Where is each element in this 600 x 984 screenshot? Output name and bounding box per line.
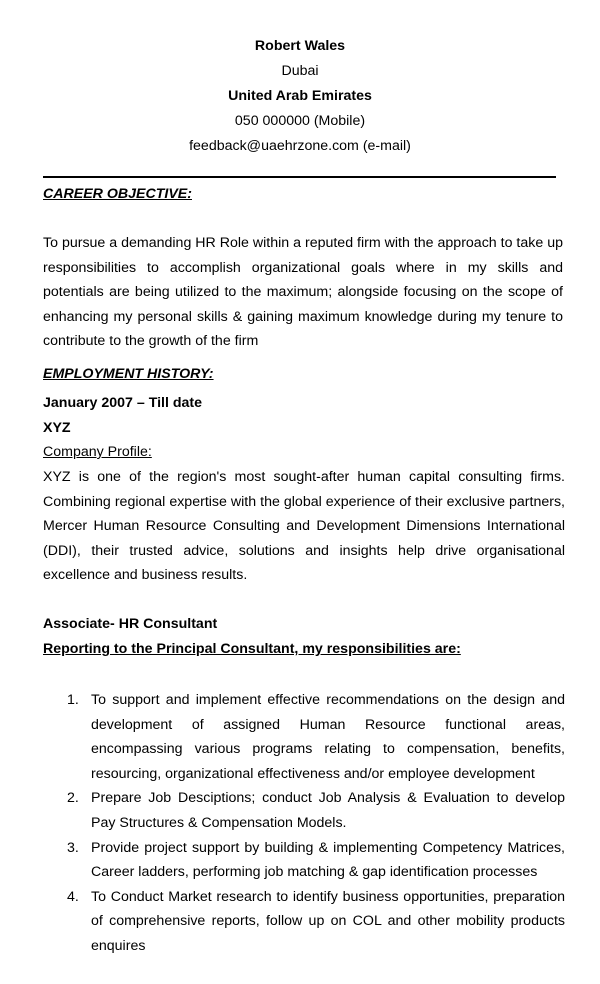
country: United Arab Emirates — [228, 88, 372, 104]
job-role: Associate- HR Consultant — [43, 616, 218, 632]
list-item — [43, 836, 565, 885]
email: feedback@uaehrzone.com (e-mail) — [189, 138, 411, 154]
list-item — [43, 885, 565, 959]
reporting-line: Reporting to the Principal Consultant, my responsibilities are: — [43, 641, 461, 657]
career-objective-text: To pursue a demanding HR Role within a reputed firm with the approach to take up responsibilities to accomplish organizational goals where in my skills and potentials are being utilized to the maximum; alongside focusing on the scope of enhancing my personal skills & gaining maximum knowledge during my tenure to contribute to the growth of the firm — [43, 235, 563, 350]
list-item — [43, 688, 565, 786]
candidate-name: Robert Wales — [254, 38, 346, 54]
list-item-text: Prepare Job Desciptions; conduct Job Analysis & Evaluation to develop Pay Structures & Compensation Models. — [91, 790, 565, 831]
list-item-text: To Conduct Market research to identify business opportunities, preparation of comprehensive reports, follow up on COL and other mobility products enquires — [91, 888, 565, 954]
employment-history-title: EMPLOYMENT HISTORY: — [43, 366, 214, 382]
list-item-number: 1. — [67, 692, 79, 708]
company-profile-text: XYZ is one of the region's most sought-after human capital consulting firms. Combining regional expertise with the global experience of their exclusive partners, Mercer Human Resource Consulting and Development Dimensions International (DDI), their trusted advice, solutions and insights help drive organisational excellence and business results. — [43, 469, 565, 584]
responsibilities-list — [43, 688, 565, 959]
list-item-text: To support and implement effective recommendations on the design and development of assigned Human Resource functional areas, encompassing various programs relating to compensation, benefits, resourcing, organizational effectiveness and/or employee development — [91, 692, 565, 782]
header-divider — [43, 176, 556, 178]
company-profile-label: Company Profile: — [43, 444, 152, 460]
list-item — [43, 786, 565, 835]
career-objective-title: CAREER OBJECTIVE: — [43, 186, 192, 202]
employment-period: January 2007 – Till date — [43, 395, 203, 411]
city: Dubai — [281, 63, 319, 79]
company-name: XYZ — [43, 420, 71, 436]
list-item-number: 4. — [67, 888, 79, 905]
list-item-number: 3. — [67, 839, 79, 856]
phone: 050 000000 (Mobile) — [234, 113, 366, 129]
list-item-number: 2. — [67, 790, 79, 807]
list-item-text: Provide project support by building & implementing Competency Matrices, Career ladders, performing job matching & gap identification processes — [91, 839, 565, 881]
contact-header — [0, 34, 600, 159]
